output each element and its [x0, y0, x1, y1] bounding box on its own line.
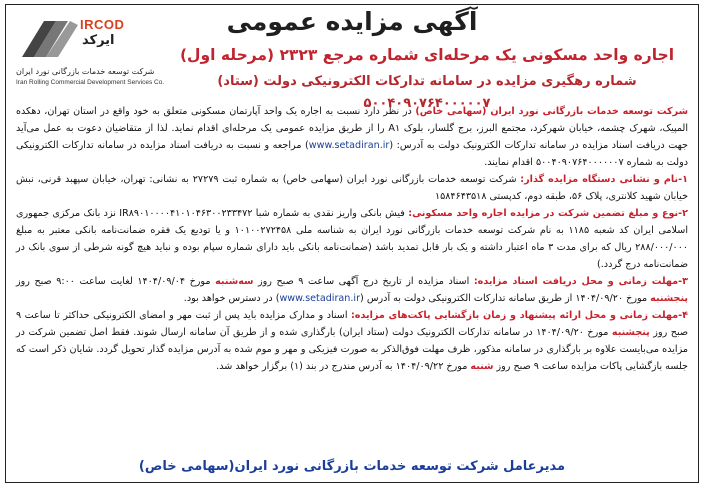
- item-4-day-a: پنجشنبه: [611, 327, 650, 338]
- item-4-label: ۴-مهلت زمانی و محل ارائه پیشنهاد و زمان بازگشایی پاکت‌های مزایده:: [350, 310, 688, 321]
- logo-stripes-icon: [16, 17, 78, 61]
- item-3-day-a: سه‌شنبه: [215, 276, 254, 287]
- item-2: [16, 205, 688, 273]
- item-3-day-b: پنجشنبه: [650, 293, 688, 304]
- company-logo: [16, 11, 166, 93]
- intro-url-link[interactable]: www.setadiran.ir: [308, 140, 390, 151]
- item-3-text-d: ) در دسترس خواهد بود.: [183, 293, 280, 304]
- item-3-text-b: مورخ ۱۴۰۴/۰۹/۰۴ لغایت ساعت ۹:۰۰ صبح روز: [16, 276, 216, 287]
- page-title: آگهی مزایده عمومی: [226, 7, 478, 36]
- item-1-label: ۱-نام و نشانی دستگاه مزایده گذار:: [520, 174, 688, 185]
- logo-company-name-fa: شرکت توسعه خدمات بازرگانی نورد ایران: [16, 67, 155, 76]
- logo-brand-fa: ایرکد: [82, 33, 115, 48]
- item-4-text-c: شایان ذکر است که جلسه بازگشایی پاکات مزایده ساعت ۹ صبح روز: [16, 344, 688, 372]
- item-3: [16, 273, 688, 307]
- item-1: [16, 171, 688, 205]
- signature-line: مدیرعامل شرکت توسعه خدمات بازرگانی نورد ایران(سهامی خاص): [138, 459, 566, 474]
- item-4-text-b: مورخ ۱۴۰۴/۰۹/۲۰ در سامانه تدارکات الکترونیک دولت (ستاد ایران) بارگذاری شده و از طریق آن سامانه ارسال شوند. فقط اصل تضمین شرکت در مزایده می‌بایست علاوه بر بارگذاری در سامانه مذکور، ظرف مهلت فوق‌الذکر به صورت فیزیکی و مهر و موم شده به آدرس مزایده گذار تحویل گردد.: [16, 327, 688, 355]
- logo-brand-en: IRCOD: [80, 17, 125, 32]
- intro-text-2: ) مراجعه و نسبت به دریافت اسناد مزایده در سامانه تدارکات الکترونیکی دولت به شماره ۵۰۰۴۰۹۰۷۶۴۰۰۰۰۰۰۷ اقدام نمایند.: [16, 140, 688, 168]
- item-4-text-d: مورخ ۱۴۰۴/۰۹/۲۲ به آدرس مندرج در بند (۱) برگزار خواهد شد.: [216, 361, 471, 372]
- item-2-label: ۲-نوع و مبلغ تضمین شرکت در مزایده اجاره واحد مسکونی:: [408, 208, 689, 219]
- announcement-body: [6, 101, 698, 375]
- tracking-number: شماره رهگیری مزایده در سامانه تدارکات الکترونیکی دولت (ستاد) ۵۰۰۴۰۹۰۷۶۴۰۰۰۰۰۷: [217, 74, 637, 111]
- item-3-url-link[interactable]: www.setadiran.ir: [279, 293, 361, 304]
- item-2-text: فیش بانکی واریز نقدی به شماره شبا IR۸۹۰۱۰۰۰۰۴۱۰۱۰۴۶۳۰۰۲۳۳۴۷۲ نزد بانک مرکزی جمهوری اسلامی ایران کد شعبه ۱۱۸۵ به نام شرکت توسعه خدمات بازرگانی نورد ایران به شناسه ملی ۱۰۱۰۰۲۷۲۴۵۸ و یا تودیع یک فقره ضمانت‌نامه بانکی معتبر به مبلغ ۲۸۸/۰۰۰/۰۰۰ ریال که برای مدت ۳ ماه اعتبار داشته و یک بار قابل تمدید باشد (ضمانت‌نامه بانکی باید دارای شماره سپام بوده و نباید هیچ گونه شرطی از سوی بانک در ضمانت‌نامه درج گردد.): [16, 208, 688, 270]
- announcement-header: [6, 5, 698, 111]
- intro-company: شرکت توسعه خدمات بازرگانی نورد ایران (سهامی خاص): [415, 106, 689, 117]
- item-3-text-c: مورخ ۱۴۰۴/۰۹/۲۰ از طریق سامانه تدارکات الکترونیکی دولت به آدرس (: [360, 293, 651, 304]
- item-1-text: شرکت توسعه خدمات بازرگانی نورد ایران (سهامی خاص) به شماره ثبت ۲۷۲۷۹ به نشانی: تهران، خیابان سپهبد قرنی، نبش خیابان شهید کلانتری، پلاک ۵۶، طبقه دوم، کدپستی ۱۵۸۴۶۴۳۵۱۸: [16, 174, 688, 202]
- item-3-text-a: اسناد مزایده از تاریخ درج آگهی ساعت ۹ صبح روز: [253, 276, 474, 287]
- item-4: [16, 307, 688, 375]
- item-3-label: ۳-مهلت زمانی و محل دریافت اسناد مزایده:: [473, 276, 688, 287]
- intro-text-1: در نظر دارد نسبت به اجاره یک واحد آپارتمان مسکونی متعلق به خود واقع در استان تهران، دهکده المپیک، شهرک چشمه، خیابان شهرکرد، مجتمع البرز، برج گلسار، بلوک A۱ را از طریق مزایده عمومی یک مرحله‌ای اقدام نماید. لذا از متقاضیان دعوت به عمل می‌آید جهت دریافت اسناد مزایده در سامانه تدارکات الکترونیک دولت به آدرس: (: [16, 106, 689, 151]
- logo-company-name-en: Iran Rolling Commercial Development Services Co.: [16, 79, 165, 86]
- announcement-subtitle: اجاره واحد مسکونی یک مرحله‌ای شماره مرجع ۲۳۲۳ (مرحله اول): [179, 46, 675, 64]
- item-4-day-c: شنبه: [470, 361, 494, 372]
- item-4-text-a: اسناد و مدارک مزایده باید پس از ثبت مهر و امضای الکترونیکی حداکثر تا ساعت ۹ صبح روز: [16, 310, 688, 338]
- announcement-page: [5, 4, 699, 483]
